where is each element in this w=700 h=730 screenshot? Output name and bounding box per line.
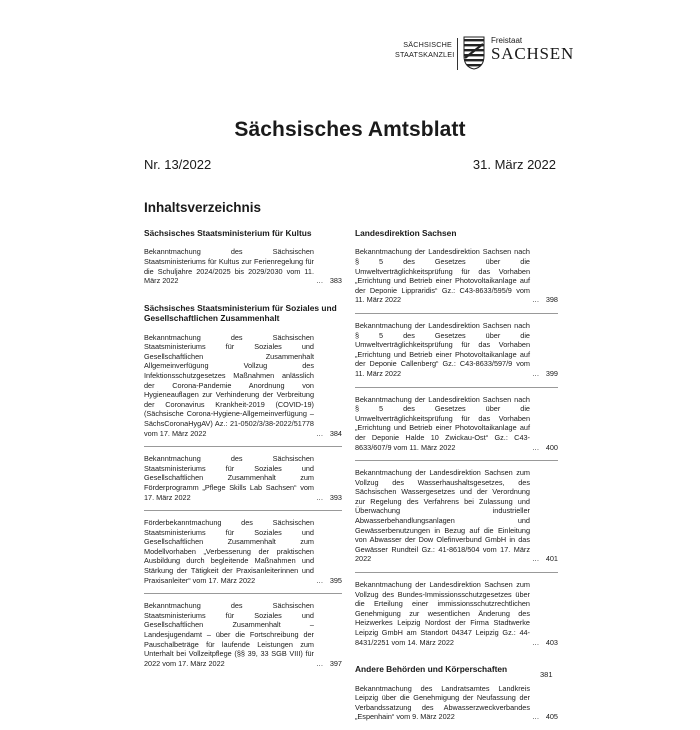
section-title: Landesdirektion Sachsen	[355, 228, 457, 238]
entry-page-number: … 399	[532, 369, 558, 379]
logo-right-line1: Freistaat	[491, 36, 523, 45]
section-title: Andere Behörden und Körperschaften	[355, 664, 508, 675]
entry-text: Bekanntmachung des Sächsischen Staatsministeriums für Soziales und Gesellschaftlichen Zusammenhalt – Landesjugendamt – über die Fortschreibung der Pauschalbeträge für laufende Leistungen zum Unterhalt bei Vollzeitpflege (§§ 39, 33 SGB VIII) für 2022 vom 17. März 2022	[144, 601, 314, 668]
entry-page-number: … 400	[532, 443, 558, 453]
entry-page-number: … 401	[532, 554, 558, 564]
entry-text: Bekanntmachung des Sächsischen Staatsministeriums für Soziales und Gesellschaftlichen Zusammenhalt Allgemeinverfügung Vollzug des Infektionsschutzgesetzes Maßnahmen anlässlich der Corona-Pandemie Anordnung von Hygieneauflagen zur Verhinderung der Verbreitung der Coronavirus Krankheit-2019 (COVID-19) (Sächsische Corona-Hygiene-Allgemeinverfügung – SächsCoronaHygAV) Az.: 21-0502/3/38-2022/51778 vom 17. März 2022	[144, 332, 314, 438]
toc-entry[interactable]	[355, 468, 558, 564]
toc-section	[355, 664, 558, 722]
toc-heading: Inhaltsverzeichnis	[144, 200, 262, 215]
section-title: Sächsisches Staatsministerium für Soziales und Gesellschaftlichen Zusammenhalt	[144, 302, 337, 324]
entry-page-number: … 395	[316, 576, 342, 586]
entry-divider	[355, 387, 558, 388]
toc-entry[interactable]	[144, 518, 342, 585]
page-title: Sächsisches Amtsblatt	[234, 118, 466, 141]
entry-page-number: … 383	[316, 276, 342, 286]
toc-entry[interactable]	[144, 454, 342, 502]
entry-divider	[144, 446, 342, 447]
toc-section	[144, 228, 342, 286]
saxony-coat-of-arms-icon	[463, 36, 485, 70]
entry-page-number: … 398	[532, 295, 558, 305]
toc-entry[interactable]	[144, 601, 342, 668]
logo-left-line2: STAATSKANZLEI	[395, 50, 455, 59]
entry-page-number: … 397	[316, 659, 342, 669]
entry-text: Bekanntmachung der Landesdirektion Sachsen nach § 5 des Gesetzes über die Umweltverträglichkeitsprüfung für das Vorhaben „Errichtung und Betrieb einer Photovoltaikanlage auf der Deponie Lippraridis“ Gz.: C43-8633/595/9 vom 11. März 2022	[355, 247, 530, 305]
entry-text: Bekanntmachung der Landesdirektion Sachsen nach § 5 des Gesetzes über die Umweltverträglichkeitsprüfung für das Vorhaben „Errichtung und Betrieb einer Photovoltaikanlage auf der Deponie Callenberg“ Gz.: C43-8633/597/9 vom 11. März 2022	[355, 320, 530, 378]
entry-divider	[355, 460, 558, 461]
entry-text: Bekanntmachung des Sächsischen Staatsministeriums für Soziales und Gesellschaftlichen Zusammenhalt zum Förderprogramm „Pflege Skills Lab Sachsen“ vom 17. März 2022	[144, 454, 314, 502]
toc-entry[interactable]	[355, 321, 558, 379]
entry-page-number: … 384	[316, 429, 342, 439]
toc-section	[355, 228, 558, 647]
section-gap	[144, 294, 342, 303]
header-logo	[395, 36, 575, 72]
entry-text: Bekanntmachung des Sächsischen Staatsministeriums für Kultus zur Ferienregelung für die Schuljahre 2024/2025 bis 2029/2030 vom 11. März 2022	[144, 247, 314, 286]
entry-text: Förderbekanntmachung des Sächsischen Staatsministeriums für Soziales und Gesellschaftlichen Zusammenhalt zum Modellvorhaben „Verbesserung der praktischen Ausbildung durch begleitende Maßnahmen und Stärkung der Tätigkeit der Praxisanleiterinnen und Praxisanleiter“ vom 17. März 2022	[144, 518, 314, 585]
logo-divider	[457, 38, 458, 70]
section-title: Sächsisches Staatsministerium für Kultus	[144, 228, 312, 238]
issue-date: 31. März 2022	[472, 157, 556, 172]
entry-text: Bekanntmachung des Landratsamtes Landkreis Leipzig über die Genehmigung der Neufassung der Verbandssatzung des Abwasserzweckverbandes „Espenhain“ vom 9. März 2022	[355, 683, 530, 722]
issue-number: Nr. 13/2022	[144, 157, 212, 172]
toc-entry[interactable]	[355, 580, 558, 647]
toc-entry[interactable]	[355, 684, 558, 722]
toc-entry[interactable]	[355, 247, 558, 305]
entry-text: Bekanntmachung der Landesdirektion Sachsen zum Vollzug des Wasserhaushaltsgesetzes, des Sächsischen Wassergesetzes und der Verordnung zur Regelung des Verfahrens bei Zulassung und Überwachung industrieller Abwasserbehandlungsanlagen und Gewässerbenutzungen in Bezug auf die Einleitung von Abwasser der Dow Olefinverbund GmbH in das Gewässer Rundteil Gz.: 41-8618/504 vom 17. März 2022	[355, 468, 530, 564]
entry-divider	[144, 510, 342, 511]
entry-divider	[144, 593, 342, 594]
logo-left-line1: SÄCHSISCHE	[403, 40, 452, 49]
toc-entry[interactable]	[144, 247, 342, 285]
logo-right-line2: SACHSEN	[491, 44, 575, 63]
page-number: 381	[540, 670, 553, 679]
staatskanzlei-wordmark	[395, 40, 455, 60]
entry-text: Bekanntmachung der Landesdirektion Sachsen zum Vollzug des Bundes-Immissionsschutzgesetzes über die Erteilung einer immissionsschutzrechtlichen Genehmigung zur wesentlichen Änderung des Heizwerkes Leipzig Nordost der Firma Stadtwerke Leipzig GmbH am Standort 04347 Leipzig Gz.: 44-8431/2251 vom 14. März 2022	[355, 580, 530, 647]
entry-divider	[355, 572, 558, 573]
entry-text: Bekanntmachung der Landesdirektion Sachsen nach § 5 des Gesetzes über die Umweltverträglichkeitsprüfung für das Vorhaben „Errichtung und Betrieb einer Photovoltaikanlage auf der Deponie Halde 10 Zwickau-Ost“ Gz.: C43-8633/607/9 vom 11. März 2022	[355, 394, 530, 452]
entry-page-number: … 403	[532, 638, 558, 648]
toc-entry[interactable]	[355, 395, 558, 453]
toc-left-column	[144, 228, 342, 676]
section-gap	[355, 655, 558, 664]
toc-section	[144, 303, 342, 669]
freistaat-sachsen-wordmark	[491, 36, 574, 63]
toc-entry[interactable]	[144, 333, 342, 439]
entry-page-number: … 393	[316, 493, 342, 503]
entry-page-number: … 405	[532, 712, 558, 722]
entry-divider	[355, 313, 558, 314]
toc-right-column	[355, 228, 558, 730]
